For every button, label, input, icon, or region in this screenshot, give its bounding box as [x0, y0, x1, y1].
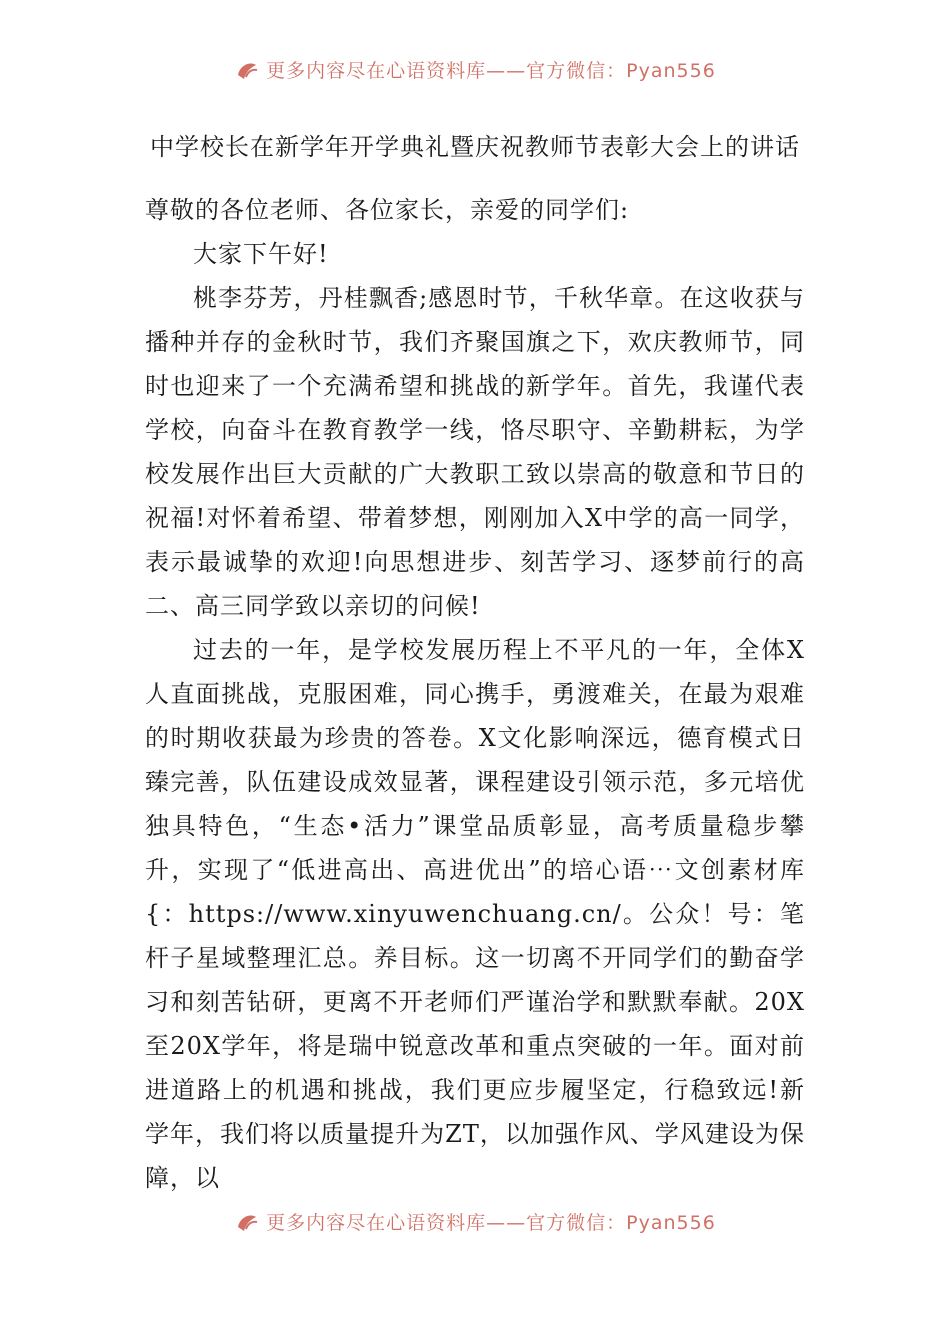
watermark-logo-icon — [234, 57, 260, 83]
watermark-banner-top — [0, 52, 950, 86]
watermark-text-top: 更多内容尽在心语资料库——官方微信：Pyan556 — [266, 60, 716, 82]
watermark-text-bottom: 更多内容尽在心语资料库——官方微信：Pyan556 — [266, 1212, 716, 1234]
document-title: 中学校长在新学年开学典礼暨庆祝教师节表彰大会上的讲话 — [150, 133, 800, 161]
document-body — [145, 188, 805, 1200]
greeting: 大家下午好! — [193, 240, 329, 268]
watermark-banner-bottom — [0, 1204, 950, 1238]
watermark-logo-icon — [234, 1209, 260, 1235]
paragraph-1: 桃李芬芳，丹桂飘香;感恩时节，千秋华章。在这收获与播种并存的金秋时节，我们齐聚国旗之下，欢庆教师节，同时也迎来了一个充满希望和挑战的新学年。首先，我谨代表学校，向奋斗在教育教学一线，恪尽职守、辛勤耕耘，为学校发展作出巨大贡献的广大教职工致以崇高的敬意和节日的祝福!对怀着希望、带着梦想，刚刚加入X中学的高一同学，表示最诚挚的欢迎!向思想进步、刻苦学习、逐梦前行的高二、高三同学致以亲切的问候! — [145, 284, 805, 620]
salutation: 尊敬的各位老师、各位家长，亲爱的同学们: — [145, 196, 630, 224]
paragraph-2: 过去的一年，是学校发展历程上不平凡的一年，全体X人直面挑战，克服困难，同心携手，勇渡难关，在最为艰难的时期收获最为珍贵的答卷。X文化影响深远，德育模式日臻完善，队伍建设成效显著，课程建设引领示范，多元培优独具特色，“生态•活力”课堂品质彰显，高考质量稳步攀升，实现了“低进高出、高进优出”的培心语⋯文创素材库{：https://www.xinyuwenchuang.cn/。公众！号：笔杆子星域整理汇总。养目标。这一切离不开同学们的勤奋学习和刻苦钻研，更离不开老师们严谨治学和默默奉献。20X至20X学年，将是瑞中锐意改革和重点突破的一年。面对前进道路上的机遇和挑战，我们更应步履坚定，行稳致远!新学年，我们将以质量提升为ZT，以加强作风、学风建设为保障，以 — [145, 636, 805, 1192]
